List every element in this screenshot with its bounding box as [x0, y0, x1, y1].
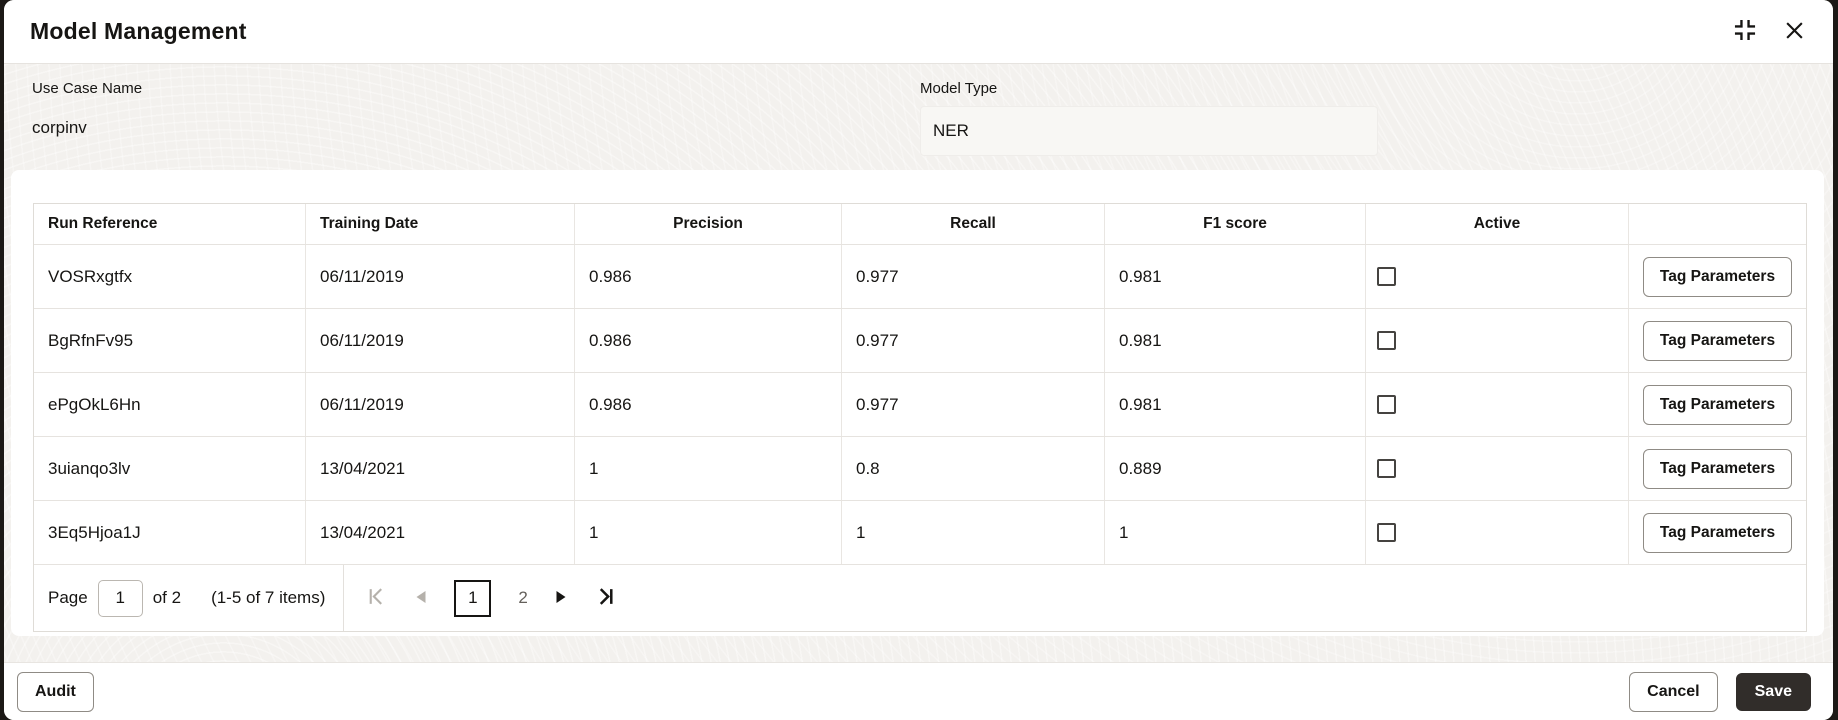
- model-management-dialog: [4, 0, 1833, 720]
- col-header-recall: Recall: [842, 204, 1105, 244]
- collapse-window-button[interactable]: [1730, 15, 1760, 48]
- current-page-button[interactable]: 1: [454, 580, 491, 617]
- col-header-precision: Precision: [575, 204, 842, 244]
- run-reference-cell: BgRfnFv95: [34, 309, 306, 372]
- recall-cell: 0.8: [842, 437, 1105, 500]
- cancel-button[interactable]: Cancel: [1629, 672, 1717, 712]
- dialog-footer: [4, 662, 1833, 720]
- recall-cell: 0.977: [842, 373, 1105, 436]
- recall-cell: 0.977: [842, 309, 1105, 372]
- tag-parameters-button[interactable]: Tag Parameters: [1643, 321, 1792, 361]
- training-date-cell: 13/04/2021: [306, 437, 575, 500]
- model-type-field: NER: [920, 106, 1378, 156]
- col-header-training-date: Training Date: [306, 204, 575, 244]
- dialog-header-actions: [1730, 15, 1807, 48]
- use-case-name-value: corpinv: [32, 118, 87, 137]
- page-of-label: of 2: [152, 588, 182, 607]
- f1-score-cell: 0.981: [1105, 309, 1366, 372]
- precision-cell: 0.986: [575, 309, 842, 372]
- page-label: Page: [48, 588, 88, 607]
- first-page-icon: [366, 586, 387, 610]
- training-date-cell: 13/04/2021: [306, 501, 575, 564]
- table-row: [34, 308, 1806, 372]
- first-page-button[interactable]: [366, 586, 387, 610]
- col-header-run-reference: Run Reference: [34, 204, 306, 244]
- tag-parameters-button[interactable]: Tag Parameters: [1643, 257, 1792, 297]
- col-header-f1-score: F1 score: [1105, 204, 1366, 244]
- page-title: Model Management: [30, 18, 247, 44]
- collapse-corners-icon: [1732, 17, 1758, 46]
- dialog-header: [4, 0, 1833, 64]
- close-icon: [1784, 20, 1805, 44]
- prev-page-icon: [414, 590, 427, 607]
- recall-cell: 0.977: [842, 245, 1105, 308]
- next-page-icon: [555, 590, 568, 607]
- tag-parameters-button[interactable]: Tag Parameters: [1643, 385, 1792, 425]
- use-case-name-label: Use Case Name: [32, 80, 143, 97]
- active-checkbox[interactable]: [1377, 459, 1396, 478]
- precision-cell: 0.986: [575, 373, 842, 436]
- model-type-label: Model Type: [920, 80, 998, 97]
- active-checkbox[interactable]: [1377, 267, 1396, 286]
- next-page-button[interactable]: [555, 590, 568, 607]
- precision-cell: 1: [575, 501, 842, 564]
- training-date-cell: 06/11/2019: [306, 309, 575, 372]
- table-row: [34, 436, 1806, 500]
- active-checkbox[interactable]: [1377, 523, 1396, 542]
- training-date-cell: 06/11/2019: [306, 373, 575, 436]
- table-row: [34, 500, 1806, 564]
- items-range-label: (1-5 of 7 items): [211, 588, 326, 607]
- col-header-active: Active: [1366, 204, 1629, 244]
- precision-cell: 0.986: [575, 245, 842, 308]
- models-card: [11, 170, 1824, 636]
- run-reference-cell: VOSRxgtfx: [34, 245, 306, 308]
- close-button[interactable]: [1782, 18, 1807, 46]
- run-reference-cell: 3uianqo3lv: [34, 437, 306, 500]
- tag-parameters-button[interactable]: Tag Parameters: [1643, 513, 1792, 553]
- f1-score-cell: 1: [1105, 501, 1366, 564]
- footer-actions: [1629, 672, 1811, 712]
- f1-score-cell: 0.889: [1105, 437, 1366, 500]
- active-checkbox[interactable]: [1377, 395, 1396, 414]
- page-2-button[interactable]: 2: [518, 588, 528, 607]
- page-number-input[interactable]: [98, 580, 143, 617]
- col-header-actions: [1629, 204, 1806, 244]
- last-page-icon: [595, 586, 616, 610]
- dialog-body: [4, 64, 1833, 662]
- active-checkbox[interactable]: [1377, 331, 1396, 350]
- paginator-nav: [343, 565, 615, 631]
- prev-page-button[interactable]: [414, 590, 427, 607]
- last-page-button[interactable]: [595, 586, 616, 610]
- paginator: [34, 564, 1806, 631]
- f1-score-cell: 0.981: [1105, 373, 1366, 436]
- tag-parameters-button[interactable]: Tag Parameters: [1643, 449, 1792, 489]
- audit-button[interactable]: Audit: [17, 672, 94, 712]
- table-row: [34, 244, 1806, 308]
- f1-score-cell: 0.981: [1105, 245, 1366, 308]
- save-button[interactable]: Save: [1736, 673, 1811, 711]
- precision-cell: 1: [575, 437, 842, 500]
- run-reference-cell: 3Eq5Hjoa1J: [34, 501, 306, 564]
- training-date-cell: 06/11/2019: [306, 245, 575, 308]
- models-table: [33, 203, 1807, 632]
- run-reference-cell: ePgOkL6Hn: [34, 373, 306, 436]
- table-header-row: [34, 204, 1806, 244]
- table-row: [34, 372, 1806, 436]
- recall-cell: 1: [842, 501, 1105, 564]
